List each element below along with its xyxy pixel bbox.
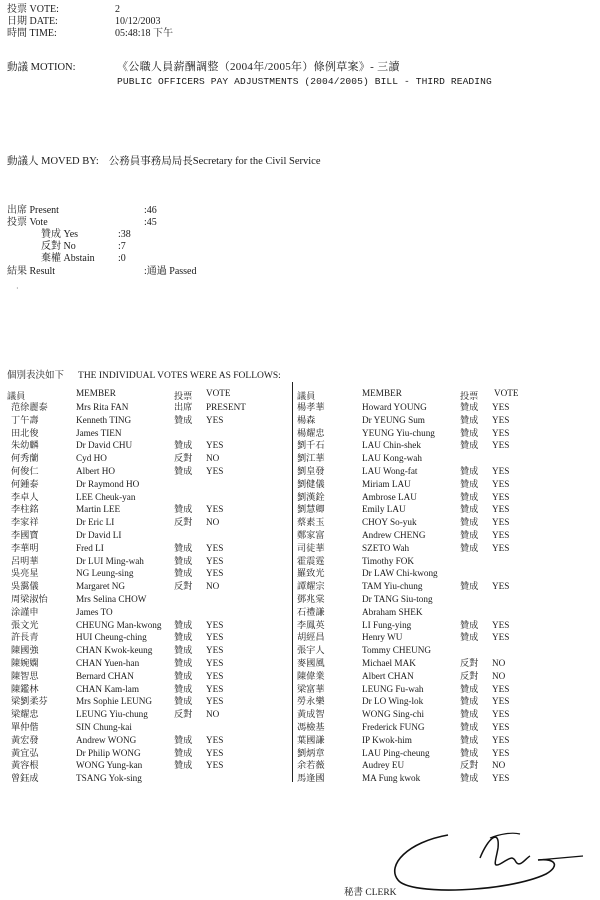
mover-value: 公務員事務局局長Secretary for the Civil Service	[108, 156, 321, 167]
clerk-signature	[388, 820, 588, 898]
member-vote-en: YES	[206, 658, 224, 668]
mover-row	[7, 153, 321, 168]
member-name-zh: 譚耀宗	[297, 581, 325, 592]
right-header-member-zh: 議員	[297, 391, 316, 401]
member-name-zh: 勞永樂	[297, 696, 325, 707]
member-vote-zh: 贊成	[460, 427, 479, 438]
member-name-zh: 劉慧卿	[297, 504, 325, 515]
member-name-en: Dr David CHU	[76, 440, 133, 451]
member-vote-zh: 贊成	[174, 658, 193, 668]
right-header-vote-zh: 投票	[460, 391, 479, 401]
date-value: 10/12/2003	[115, 16, 161, 27]
member-name-en: SZETO Wah	[362, 542, 410, 553]
left-header-member-en: MEMBER	[76, 388, 116, 398]
member-name-en: IP Kwok-him	[362, 734, 412, 745]
member-vote-zh: 贊成	[460, 747, 479, 758]
member-name-zh: 李柱銘	[11, 504, 39, 515]
member-name-en: CHAN Kam-lam	[76, 683, 140, 694]
member-name-zh: 張文光	[11, 619, 39, 630]
member-vote-zh: 贊成	[174, 670, 193, 681]
member-name-zh: 李家祥	[11, 517, 39, 528]
member-name-en: TSANG Yok-sing	[76, 773, 142, 784]
member-name-en: James TIEN	[76, 427, 122, 438]
member-name-en: Frederick FUNG	[362, 722, 425, 732]
right-header-vote-en: VOTE	[494, 388, 519, 398]
member-vote-en: YES	[492, 478, 510, 489]
member-name-zh: 梁耀忠	[11, 709, 39, 720]
member-name-zh: 劉健儀	[297, 478, 325, 489]
member-vote-zh: 贊成	[174, 414, 193, 425]
member-name-en: Dr YEUNG Sum	[362, 414, 425, 425]
member-name-zh: 李華明	[11, 542, 39, 553]
time-label: 時間 TIME:	[7, 28, 57, 39]
member-vote-en: YES	[492, 504, 510, 515]
member-name-zh: 麥國風	[297, 658, 325, 668]
left-header-member-zh: 議員	[7, 391, 26, 401]
member-vote-zh: 贊成	[460, 402, 479, 412]
member-name-en: CHAN Yuen-han	[76, 658, 140, 668]
member-name-en: Margaret NG	[76, 581, 126, 592]
member-name-en: Howard YOUNG	[362, 402, 427, 412]
member-vote-zh: 贊成	[460, 542, 479, 553]
present-value: :46	[144, 205, 157, 216]
member-vote-zh: 贊成	[174, 760, 193, 771]
member-name-zh: 何鍾泰	[11, 478, 39, 489]
member-name-zh: 周梁淑怡	[11, 594, 48, 604]
member-vote-en: NO	[206, 517, 220, 528]
no-label: 反對 No	[41, 241, 76, 252]
member-vote-zh: 贊成	[460, 504, 479, 515]
member-vote-en: YES	[492, 440, 510, 451]
member-vote-en: YES	[492, 414, 510, 425]
table-title-en: THE INDIVIDUAL VOTES WERE AS FOLLOWS:	[78, 371, 281, 381]
member-name-en: SIN Chung-kai	[76, 722, 132, 732]
member-name-en: Fred LI	[76, 542, 104, 553]
right-header-member-en: MEMBER	[362, 388, 402, 398]
member-name-en: Mrs Sophie LEUNG	[76, 696, 153, 707]
member-name-zh: 羅致光	[297, 568, 325, 579]
member-vote-en: YES	[206, 466, 224, 476]
column-divider	[292, 382, 293, 782]
member-vote-en: YES	[492, 734, 510, 745]
member-vote-en: YES	[492, 530, 510, 540]
member-name-en: TAM Yiu-chung	[362, 581, 423, 592]
member-vote-zh: 贊成	[174, 440, 193, 451]
member-name-zh: 范徐麗泰	[11, 402, 48, 412]
member-vote-zh: 贊成	[174, 542, 193, 553]
member-vote-en: YES	[206, 555, 224, 566]
member-vote-zh: 反對	[174, 709, 193, 720]
member-name-en: Ambrose LAU	[362, 491, 417, 502]
member-name-en: Audrey EU	[362, 760, 405, 771]
member-vote-en: YES	[206, 542, 224, 553]
member-name-en: LI Fung-ying	[362, 619, 412, 630]
member-name-zh: 陳國強	[11, 645, 39, 656]
member-name-zh: 田北俊	[11, 427, 39, 438]
member-name-zh: 楊耀忠	[297, 427, 325, 438]
vote-count-value: :45	[144, 217, 157, 228]
member-vote-en: YES	[492, 491, 510, 502]
member-vote-en: YES	[492, 722, 510, 732]
time-row	[7, 28, 173, 39]
member-name-en: Cyd HO	[76, 453, 107, 464]
member-name-en: Dr Eric LI	[76, 517, 115, 528]
member-name-en: Tommy CHEUNG	[362, 645, 432, 656]
time-value: 05:48:18 下午	[115, 28, 174, 39]
member-vote-zh: 贊成	[460, 632, 479, 643]
yes-label: 贊成 Yes	[41, 229, 79, 240]
member-vote-en: YES	[206, 632, 224, 643]
member-name-zh: 鄧兆棠	[297, 594, 325, 604]
member-vote-en: YES	[492, 581, 510, 592]
member-vote-en: YES	[206, 696, 224, 707]
motion-title-en: PUBLIC OFFICERS PAY ADJUSTMENTS (2004/2005) BILL - THIRD READING	[117, 76, 492, 87]
member-vote-en: YES	[492, 517, 510, 528]
member-name-en: Dr LO Wing-lok	[362, 696, 424, 707]
member-name-zh: 葉國謙	[297, 734, 325, 745]
member-vote-en: YES	[492, 542, 510, 553]
member-name-en: WONG Yung-kan	[76, 760, 143, 771]
member-name-en: CHEUNG Man-kwong	[76, 619, 162, 630]
member-vote-zh: 贊成	[460, 466, 479, 476]
member-name-en: Mrs Selina CHOW	[76, 594, 147, 604]
member-name-zh: 梁富華	[297, 683, 325, 694]
member-vote-en: YES	[492, 632, 510, 643]
member-name-en: LEE Cheuk-yan	[76, 491, 136, 502]
member-name-en: Dr LAW Chi-kwong	[362, 568, 438, 579]
member-name-en: Miriam LAU	[362, 478, 411, 489]
member-name-en: James TO	[76, 606, 113, 617]
member-name-zh: 吳靄儀	[11, 581, 39, 592]
member-vote-zh: 贊成	[174, 466, 193, 476]
stray-mark: ·	[16, 284, 19, 293]
member-vote-zh: 反對	[174, 581, 193, 592]
member-name-zh: 涂謹申	[11, 606, 39, 617]
mover-label: 動議人 MOVED BY:	[7, 156, 99, 167]
member-vote-zh: 贊成	[460, 709, 479, 720]
member-name-zh: 何秀蘭	[11, 453, 39, 464]
member-vote-en: YES	[492, 683, 510, 694]
member-name-en: NG Leung-sing	[76, 568, 134, 579]
member-name-en: LEUNG Fu-wah	[362, 683, 424, 694]
member-name-zh: 黃宜弘	[11, 747, 39, 758]
member-vote-en: NO	[206, 453, 220, 464]
table-title-zh: 個別表決如下	[7, 371, 65, 381]
member-vote-en: YES	[492, 696, 510, 707]
member-name-zh: 陳偉業	[297, 670, 325, 681]
member-name-en: LAU Ping-cheung	[362, 747, 430, 758]
member-name-zh: 丁午壽	[11, 414, 39, 425]
member-name-zh: 劉漢銓	[297, 491, 325, 502]
member-vote-en: YES	[206, 734, 224, 745]
member-name-en: WONG Sing-chi	[362, 709, 425, 720]
member-name-en: LAU Chin-shek	[362, 440, 421, 451]
member-vote-zh: 反對	[460, 760, 479, 771]
member-name-zh: 朱幼麟	[11, 440, 39, 451]
member-name-en: LEUNG Yiu-chung	[76, 709, 148, 720]
member-name-zh: 楊森	[297, 414, 316, 425]
member-name-zh: 吳亮星	[11, 568, 39, 579]
member-vote-en: NO	[492, 670, 506, 681]
member-vote-zh: 贊成	[460, 530, 479, 540]
member-vote-en: YES	[206, 747, 224, 758]
member-name-zh: 黃容根	[11, 760, 39, 771]
member-vote-en: YES	[206, 670, 224, 681]
member-name-en: LAU Wong-fat	[362, 466, 418, 476]
vote-number-value: 2	[115, 4, 120, 15]
yes-value: :38	[118, 229, 131, 240]
member-name-zh: 李國寶	[11, 530, 39, 540]
member-name-en: Bernard CHAN	[76, 670, 134, 681]
member-vote-zh: 贊成	[460, 696, 479, 707]
member-vote-zh: 贊成	[460, 478, 479, 489]
member-name-en: Emily LAU	[362, 504, 406, 515]
table-title	[7, 367, 281, 381]
abstain-value: :0	[118, 253, 126, 264]
member-name-en: Albert HO	[76, 466, 116, 476]
member-name-zh: 余若薇	[297, 760, 325, 771]
result-value: :通過 Passed	[144, 266, 197, 277]
member-vote-en: YES	[206, 683, 224, 694]
member-vote-en: YES	[492, 402, 510, 412]
member-name-en: Dr Philip WONG	[76, 747, 141, 758]
member-vote-en: NO	[492, 658, 506, 668]
member-name-en: Dr Raymond HO	[76, 478, 140, 489]
member-name-zh: 馬逢國	[297, 773, 325, 784]
member-name-en: Dr David LI	[76, 530, 122, 540]
member-vote-zh: 贊成	[460, 734, 479, 745]
member-name-zh: 蔡素玉	[297, 517, 325, 528]
member-name-zh: 李鳳英	[297, 619, 325, 630]
member-name-en: MA Fung kwok	[362, 773, 421, 784]
member-name-zh: 劉江華	[297, 453, 325, 464]
left-header-vote-zh: 投票	[174, 391, 193, 401]
member-name-zh: 黃成智	[297, 709, 325, 720]
member-vote-zh: 贊成	[174, 504, 193, 515]
present-label: 出席 Present	[7, 205, 59, 216]
member-vote-zh: 贊成	[460, 581, 479, 592]
member-name-zh: 單仲偕	[11, 722, 39, 732]
member-vote-zh: 贊成	[174, 696, 193, 707]
member-name-zh: 劉千石	[297, 440, 325, 451]
member-vote-en: YES	[206, 619, 224, 630]
member-name-zh: 呂明華	[11, 555, 39, 566]
member-name-zh: 鄭家富	[297, 530, 325, 540]
member-name-en: Henry WU	[362, 632, 403, 643]
member-name-zh: 馮檢基	[297, 722, 325, 732]
member-vote-zh: 贊成	[460, 722, 479, 732]
member-vote-en: NO	[206, 581, 220, 592]
abstain-label: 棄權 Abstain	[41, 253, 95, 264]
member-vote-en: YES	[206, 760, 224, 771]
member-name-en: Michael MAK	[362, 658, 416, 668]
member-name-en: Mrs Rita FAN	[76, 402, 129, 412]
member-vote-en: YES	[492, 466, 510, 476]
member-vote-zh: 贊成	[460, 517, 479, 528]
member-vote-en: NO	[492, 760, 506, 771]
member-name-en: CHOY So-yuk	[362, 517, 417, 528]
member-vote-zh: 反對	[174, 517, 193, 528]
member-name-en: Albert CHAN	[362, 670, 414, 681]
date-label: 日期 DATE:	[7, 16, 58, 27]
member-name-zh: 劉炳章	[297, 747, 325, 758]
member-vote-en: YES	[206, 504, 224, 515]
member-vote-en: YES	[206, 568, 224, 579]
vote-number-label: 投票 VOTE:	[7, 4, 59, 15]
member-name-zh: 陳鑑林	[11, 683, 39, 694]
member-vote-zh: 贊成	[174, 555, 193, 566]
member-vote-zh: 贊成	[460, 414, 479, 425]
motion-label: 動議 MOTION:	[7, 62, 76, 73]
member-name-en: Dr TANG Siu-tong	[362, 594, 433, 604]
result-label: 結果 Result	[7, 266, 56, 277]
member-vote-en: YES	[206, 440, 224, 451]
member-name-en: CHAN Kwok-keung	[76, 645, 153, 656]
member-name-en: Kenneth TING	[76, 414, 132, 425]
member-name-zh: 胡經昌	[297, 632, 325, 643]
member-vote-zh: 贊成	[460, 773, 479, 784]
member-name-zh: 陳婉嫻	[11, 658, 39, 668]
member-name-zh: 何俊仁	[11, 466, 39, 476]
member-vote-zh: 贊成	[174, 568, 193, 579]
member-vote-en: YES	[492, 619, 510, 630]
member-name-zh: 陳智思	[11, 670, 39, 681]
member-name-en: Martin LEE	[76, 504, 121, 515]
member-vote-en: YES	[492, 709, 510, 720]
member-vote-zh: 贊成	[174, 632, 193, 643]
member-vote-en: YES	[492, 747, 510, 758]
member-name-en: Andrew CHENG	[362, 530, 426, 540]
member-name-zh: 霍震霆	[297, 555, 325, 566]
member-name-en: Timothy FOK	[362, 555, 414, 566]
member-vote-zh: 贊成	[174, 683, 193, 694]
member-vote-zh: 贊成	[460, 683, 479, 694]
member-name-zh: 石禮謙	[297, 606, 325, 617]
member-name-zh: 張宇人	[297, 645, 325, 656]
member-name-zh: 李卓人	[11, 491, 39, 502]
motion-title-zh: 《公職人員薪酬調整（2004年/2005年）條例草案》- 三讀	[117, 61, 400, 73]
member-name-en: HUI Cheung-ching	[76, 632, 147, 643]
member-name-en: YEUNG Yiu-chung	[362, 427, 435, 438]
clerk-label: 秘書 CLERK	[344, 888, 397, 898]
member-name-en: Andrew WONG	[76, 734, 137, 745]
date-row	[7, 16, 161, 27]
member-vote-en: YES	[206, 414, 224, 425]
member-name-zh: 曾鈺成	[11, 773, 39, 784]
member-vote-zh: 反對	[460, 670, 479, 681]
member-vote-zh: 贊成	[460, 491, 479, 502]
no-value: :7	[118, 241, 126, 252]
member-name-zh: 楊孝華	[297, 402, 325, 412]
member-name-zh: 黃宏發	[11, 734, 39, 745]
vote-number-row	[7, 4, 120, 15]
member-vote-zh: 出席	[174, 402, 193, 412]
member-vote-en: YES	[492, 427, 510, 438]
member-name-zh: 梁劉柔芬	[11, 696, 48, 707]
member-vote-en: YES	[492, 773, 510, 784]
member-name-en: Abraham SHEK	[362, 606, 423, 617]
member-name-zh: 許長青	[11, 632, 39, 643]
member-name-en: LAU Kong-wah	[362, 453, 422, 464]
member-vote-en: YES	[206, 645, 224, 656]
vote-count-label: 投票 Vote	[7, 217, 48, 228]
member-vote-zh: 贊成	[174, 619, 193, 630]
member-vote-zh: 反對	[174, 453, 193, 464]
member-vote-en: NO	[206, 709, 220, 720]
left-header-vote-en: VOTE	[206, 388, 231, 398]
member-vote-en: PRESENT	[206, 402, 246, 412]
member-vote-zh: 反對	[460, 658, 479, 668]
member-vote-zh: 贊成	[460, 440, 479, 451]
member-name-en: Dr LUI Ming-wah	[76, 555, 144, 566]
member-vote-zh: 贊成	[174, 734, 193, 745]
member-vote-zh: 贊成	[460, 619, 479, 630]
member-vote-zh: 贊成	[174, 747, 193, 758]
member-name-zh: 司徒華	[297, 542, 325, 553]
member-vote-zh: 贊成	[174, 645, 193, 656]
member-name-zh: 劉皇發	[297, 466, 325, 476]
